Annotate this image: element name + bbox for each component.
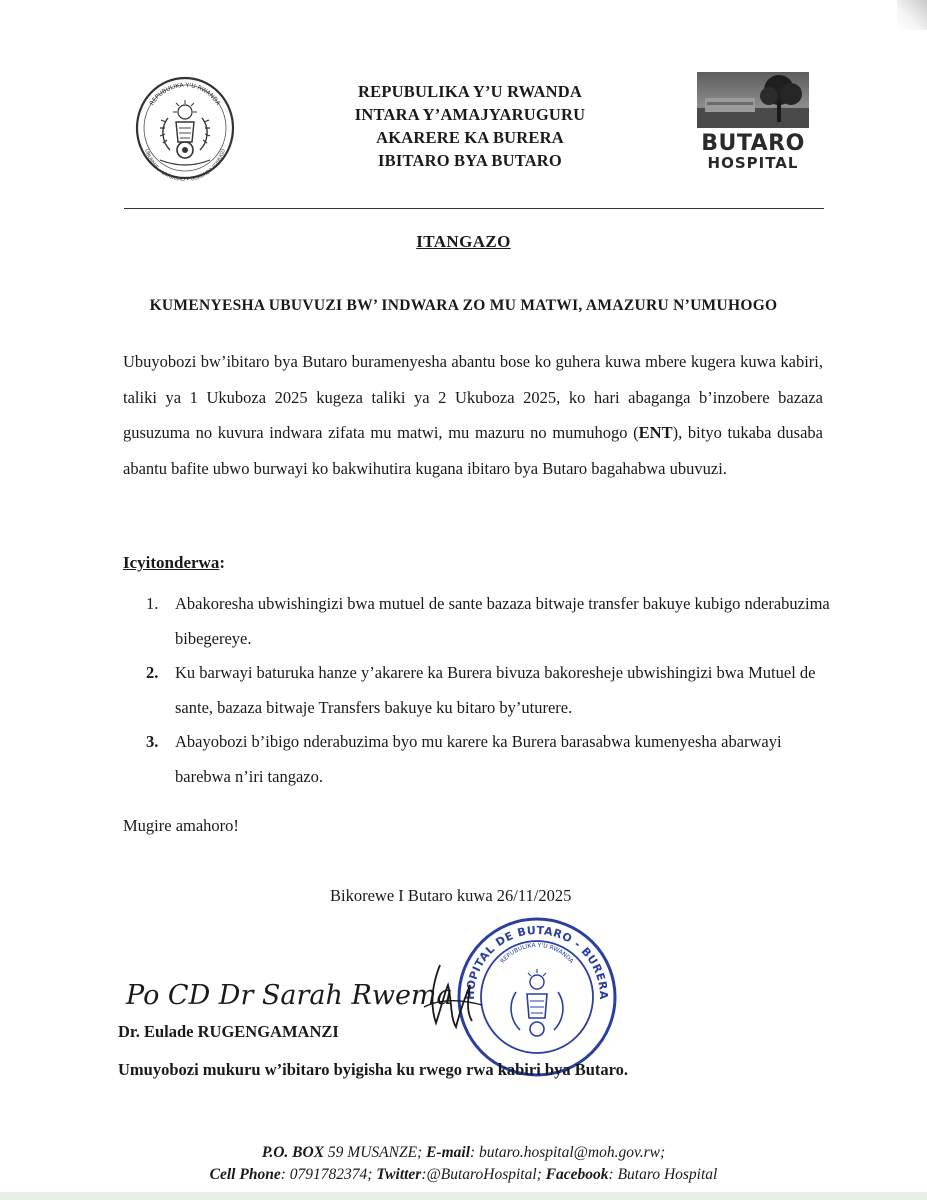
stamp-text-top: HOPITAL DE BUTARO - BURERA xyxy=(463,923,611,1000)
emblem-text-top: REPUBULIKA Y'U RWANDA xyxy=(148,81,222,107)
svg-text:UBUMWE • UMURIMO • GUKUNDA IGI xyxy=(143,148,227,183)
footer-phone-label: Cell Phone xyxy=(209,1166,281,1183)
emblem-text-bottom: UBUMWE • UMURIMO • GUKUNDA IGIHUGU xyxy=(143,148,227,184)
handwritten-signature-note xyxy=(122,962,453,1022)
footer-line-2 xyxy=(0,1164,927,1186)
header-line-country: REPUBULIKA Y’U RWANDA xyxy=(358,82,582,101)
footer-email-label: E-mail xyxy=(426,1144,471,1161)
footer-po-label: P.O. BOX xyxy=(261,1144,325,1161)
paragraph-text-part1: Ubuyobozi bw’ibitaro bya Butaro buramenyesha abantu bose ko guhera kuwa mbere kugera kuwa kabiri, taliki ya 1 Ukuboza 2025 kugeza taliki ya 2 Ukuboza 2025, ko hari abaganga b’inzobere bazaza gusuzuma no kuvura indwara zifata mu matwi, mu mazuru no mumuhogo ( xyxy=(123,352,823,442)
footer-phone-value: : 0791782374; xyxy=(280,1166,377,1183)
signature-scribble-icon xyxy=(410,955,490,1035)
tree-icon xyxy=(697,72,809,128)
signer-name: Dr. Eulade RUGENGAMANZI xyxy=(118,1022,339,1041)
scan-shadow xyxy=(897,0,927,30)
note-text: Ku barwayi baturuka hanze y’akarere ka Burera bivuza bakoresheje ubwishingizi bwa Mutuel de sante, bazaza bitwaje Transfers bakuye ku bitaro by’uturere. xyxy=(175,663,816,717)
document-title: ITANGAZO xyxy=(416,232,511,251)
footer-facebook-value: : Butaro Hospital xyxy=(608,1166,718,1183)
footer-contacts xyxy=(0,1142,927,1186)
scan-edge xyxy=(0,1192,927,1200)
closing-greeting: Mugire amahoro! xyxy=(123,816,239,835)
header-line-district: AKARERE KA BURERA xyxy=(376,128,564,147)
stamp-text-inner: REPUBULIKA Y'U RWANDA xyxy=(499,941,575,965)
note-heading-label: Icyitonderwa xyxy=(123,553,220,572)
handwritten-text: Po CD Dr Sarah Rwema xyxy=(126,980,453,1011)
list-item xyxy=(140,656,840,725)
list-item xyxy=(140,725,840,794)
paragraph-bold-ent: ENT xyxy=(638,423,673,442)
header-address xyxy=(330,80,610,172)
header-line-province: INTARA Y’AMAJYARUGURU xyxy=(354,105,586,124)
note-list xyxy=(140,587,840,794)
footer-twitter-label: Twitter xyxy=(376,1166,422,1183)
document-subject: KUMENYESHA UBUVUZI BW’ INDWARA ZO MU MATWI, AMAZURU N’UMUHOGO xyxy=(149,297,778,314)
note-heading xyxy=(123,553,225,573)
header-divider xyxy=(124,208,824,209)
announcement-paragraph xyxy=(123,344,823,486)
note-number: 1. xyxy=(146,594,159,613)
logo-tree-photo xyxy=(697,72,809,128)
footer-line-1 xyxy=(0,1142,927,1164)
note-heading-colon: : xyxy=(219,553,225,572)
footer-facebook-label: Facebook xyxy=(545,1166,609,1183)
footer-email-value: : butaro.hospital@moh.gov.rw; xyxy=(470,1144,666,1161)
note-text: Abakoresha ubwishingizi bwa mutuel de sante bazaza bitwaje transfer bakuye kubigo nderabuzima bibegereye. xyxy=(175,594,830,648)
date-line: Bikorewe I Butaro kuwa 26/11/2025 xyxy=(330,886,572,905)
signer-title: Umuyobozi mukuru w’ibitaro byigisha ku rwego rwa kabiri bya Butaro. xyxy=(118,1060,629,1079)
logo-word-hospital: HOSPITAL xyxy=(707,154,799,172)
note-number: 3. xyxy=(146,732,159,751)
rwanda-emblem-icon xyxy=(130,70,240,188)
footer-po-value: 59 MUSANZE; xyxy=(324,1144,427,1161)
list-item xyxy=(140,587,840,656)
butaro-hospital-logo xyxy=(697,72,809,180)
note-text: Abayobozi b’ibigo nderabuzima byo mu karere ka Burera barasabwa kumenyesha abarwayi barebwa n’iri tangazo. xyxy=(175,732,782,786)
logo-word-butaro: BUTARO xyxy=(701,131,805,156)
note-number: 2. xyxy=(146,663,159,682)
paragraph-text-part2: ), bityo tukaba dusaba abantu bafite ubwo burwayi ko bakwihutira kugana ibitaro bya Butaro bagahabwa ubuvuzi. xyxy=(123,423,823,478)
footer-twitter-value: :@ButaroHospital; xyxy=(421,1166,546,1183)
header-line-hospital: IBITARO BYA BUTARO xyxy=(378,151,562,170)
svg-text:REPUBULIKA Y'U RWANDA xyxy=(499,942,575,966)
